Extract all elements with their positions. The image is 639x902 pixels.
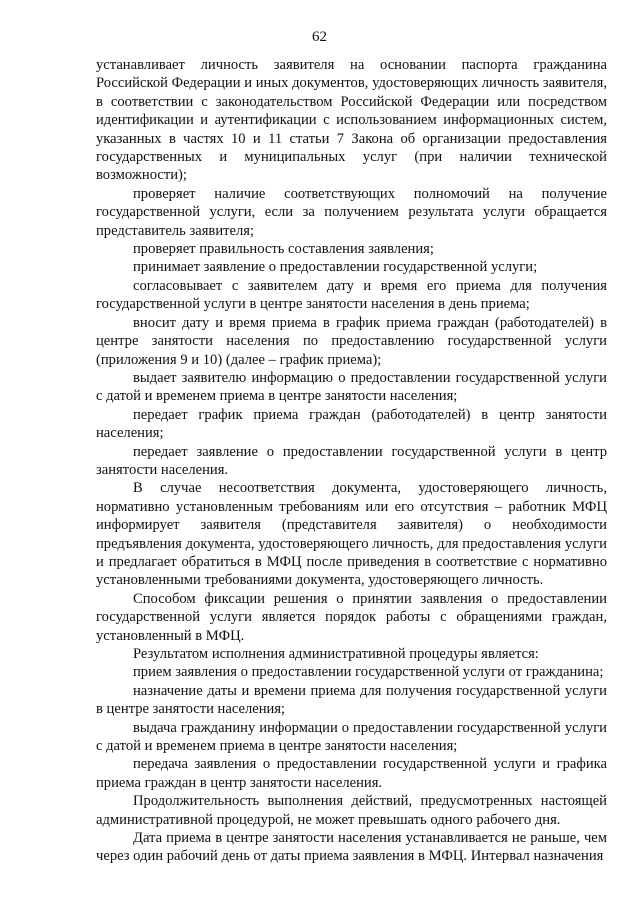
paragraph-authority-check: проверяет наличие соответствующих полномочий на получение государственной услуги, если за получением результата услуги обращается представитель заявителя;: [96, 185, 607, 239]
paragraph-result-reception: прием заявления о предоставлении государственной услуги от гражданина;: [133, 664, 604, 681]
paragraph-schedule-entry: вносит дату и время приема в график приема граждан (работодателей) в центре занятости населения по предоставлению государственной услуги (приложения 9 и 10) (далее – график приема);: [96, 314, 607, 368]
paragraph-info-issue: выдает заявителю информацию о предоставлении государственной услуги с датой и временем приема в центре занятости населения;: [96, 369, 607, 405]
paragraph-result-info: выдача гражданину информации о предоставлении государственной услуги с датой и временем приема в центре занятости населения;: [96, 719, 607, 755]
paragraph-reception-date: Дата приема в центре занятости населения устанавливается не раньше, чем через один рабочий день от даты приема заявления в МФЦ. Интервал назначения: [96, 830, 607, 865]
paragraph-date-agreement: согласовывает с заявителем дату и время его приема для получения государственной услуги в центре занятости населения в день приема;: [96, 277, 607, 313]
page-number: 62: [312, 29, 327, 45]
paragraph-duration: Продолжительность выполнения действий, предусмотренных настоящей административной процедурой, не может превышать одного рабочего дня.: [96, 793, 607, 828]
paragraph-application-check: проверяет правильность составления заявления;: [133, 241, 434, 258]
paragraph-result-appointment: назначение даты и времени приема для получения государственной услуги в центре занятости населения;: [96, 682, 607, 718]
paragraph-application-transfer: передает заявление о предоставлении государственной услуги в центр занятости населения.: [96, 443, 607, 478]
paragraph-result-transfer: передача заявления о предоставлении государственной услуги и графика приема граждан в центр занятости населения.: [96, 756, 607, 791]
paragraph-identity-check: устанавливает личность заявителя на основании паспорта гражданина Российской Федерации и иных документов, удостоверяющих личность заявителя, в соответствии с законодательством Российской Федерации или посредством идентификации и аутентификации с использованием информационных систем, указанных в частях 10 и 11 статьи 7 Закона об организации предоставления государственных и муниципальных услуг (при наличии технической возможности);: [96, 57, 607, 184]
paragraph-schedule-transfer: передает график приема граждан (работодателей) в центр занятости населения;: [96, 406, 607, 442]
paragraph-application-accept: принимает заявление о предоставлении государственной услуги;: [133, 259, 538, 276]
paragraph-result-intro: Результатом исполнения административной процедуры является:: [133, 646, 539, 662]
paragraph-fixation-method: Способом фиксации решения о принятии заявления о предоставлении государственной услуги является порядок работы с обращениями граждан, установленный в МФЦ.: [96, 590, 607, 644]
document-body: [96, 56, 607, 866]
paragraph-document-mismatch: В случае несоответствия документа, удостоверяющего личность, нормативно установленным требованиям или его отсутствия – работник МФЦ информирует заявителя (представителя заявителя) о необходимости предъявления документа, удостоверяющего личность, для предоставления услуги и предлагает обратиться в МФЦ после приведения в соответствие с нормативно установленными требованиями документа, удостоверяющего личность.: [96, 480, 607, 589]
